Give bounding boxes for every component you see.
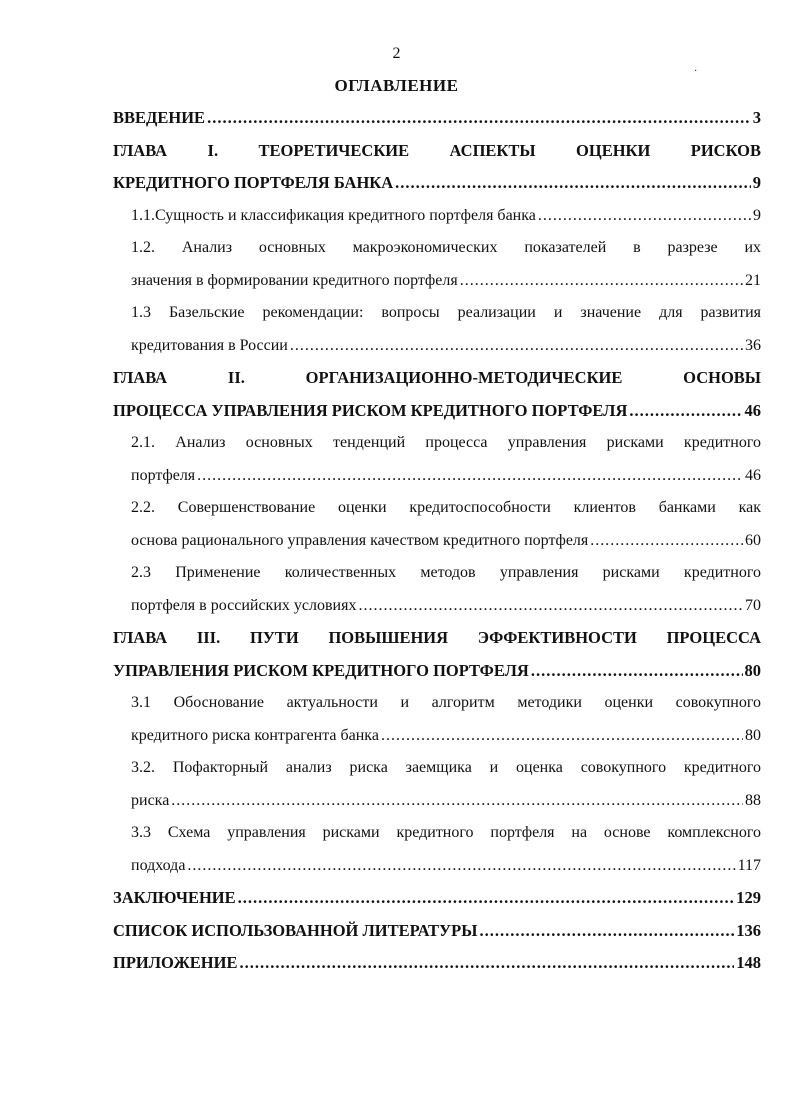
toc-entry-3-3[interactable] [113,817,761,882]
toc-entry-introduction[interactable] [113,102,761,135]
dot-leader [590,525,743,558]
table-of-contents [113,102,761,980]
toc-entry-1-1[interactable] [113,200,761,233]
dot-leader [187,850,735,883]
entry-text: портфеля [131,466,196,484]
toc-entry-1-3[interactable] [113,297,761,362]
entry-text: 1.1.Сущность и классификация кредитного портфеля банка [131,206,536,224]
entry-text: 2.2. Совершенствование оценки кредитоспособности клиентов банками как [131,499,761,516]
entry-text: 3.1 Обоснование актуальности и алгоритм методики оценки совокупного [131,694,761,711]
entry-text: ГЛАВА I. ТЕОРЕТИЧЕСКИЕ АСПЕКТЫ ОЦЕНКИ РИСКОВ [113,140,761,160]
toc-entry-1-2[interactable] [113,232,761,297]
scan-dot-mark: · [694,66,698,77]
dot-leader [629,395,742,428]
dot-leader [290,330,743,363]
entry-text: кредитования в России [131,336,288,354]
entry-page: 148 [736,953,761,972]
dot-leader [197,460,743,493]
entry-text: подхода [131,856,186,874]
entry-page: 60 [745,531,761,549]
entry-text: ГЛАВА II. ОРГАНИЗАЦИОННО-МЕТОДИЧЕСКИЕ ОСНОВЫ [113,368,761,387]
entry-page: 80 [744,660,761,680]
entry-text: 2.3 Применение количественных методов управления рисками кредитного [131,564,761,581]
toc-entry-3-2[interactable] [113,752,761,817]
entry-text: кредитного риска контрагента банка [131,726,379,744]
entry-text: СПИСОК ИСПОЛЬЗОВАННОЙ ЛИТЕРАТУРЫ [113,920,478,940]
dot-leader [460,265,743,298]
dot-leader [395,167,751,200]
entry-page: 129 [736,888,761,907]
entry-page: 36 [745,336,761,354]
entry-text: ВВЕДЕНИЕ [113,108,206,127]
toc-entry-2-3[interactable] [113,557,761,622]
toc-entry-chapter-1[interactable] [113,135,761,200]
entry-text: 2.1. Анализ основных тенденций процесса управления рисками кредитного [131,434,761,451]
entry-text: ПРИЛОЖЕНИЕ [113,953,238,972]
toc-entry-bibliography[interactable] [113,915,761,948]
entry-text: КРЕДИТНОГО ПОРТФЕЛЯ БАНКА [113,173,394,192]
entry-page: 70 [745,596,761,614]
entry-page: 21 [745,271,761,289]
toc-entry-3-1[interactable] [113,687,761,752]
entry-text: риска [131,791,170,809]
entry-text: ПРОЦЕССА УПРАВЛЕНИЯ РИСКОМ КРЕДИТНОГО ПОРТФЕЛЯ [113,400,628,420]
entry-text: 1.3 Базельские рекомендации: вопросы реализации и значение для развития [131,304,761,321]
entry-page: 46 [744,400,761,420]
entry-text: основа рационального управления качеством кредитного портфеля [131,531,589,549]
dot-leader [538,200,751,233]
toc-entry-2-1[interactable] [113,427,761,492]
dot-leader [239,947,734,980]
dot-leader [381,720,743,753]
dot-leader [207,102,751,135]
toc-title: ОГЛАВЛЕНИЕ [334,76,459,95]
entry-page: 80 [745,726,761,744]
toc-entry-2-2[interactable] [113,492,761,557]
dot-leader [238,882,735,915]
entry-page: 46 [745,466,761,484]
entry-text: ЗАКЛЮЧЕНИЕ [113,888,236,907]
entry-text: 1.2. Анализ основных макроэкономических показателей в разрезе их [131,239,761,256]
toc-entry-appendix[interactable] [113,947,761,980]
entry-text: 3.3 Схема управления рисками кредитного портфеля на основе комплексного [131,824,761,841]
dot-leader [531,655,743,688]
entry-text: ГЛАВА III. ПУТИ ПОВЫШЕНИЯ ЭФФЕКТИВНОСТИ ПРОЦЕССА [113,628,761,647]
entry-page: 117 [737,856,761,874]
entry-page: 136 [736,920,761,940]
dot-leader [171,785,743,818]
toc-entry-chapter-2[interactable] [113,362,761,427]
entry-text: УПРАВЛЕНИЯ РИСКОМ КРЕДИТНОГО ПОРТФЕЛЯ [113,660,529,680]
toc-entry-conclusion[interactable] [113,882,761,915]
toc-entry-chapter-3[interactable] [113,622,761,687]
dot-leader [479,915,734,948]
entry-page: 88 [745,791,761,809]
entry-text: значения в формировании кредитного портфеля [131,271,458,289]
entry-page: 3 [752,108,761,127]
entry-page: 9 [752,173,761,192]
page-number: 2 [392,45,401,62]
entry-text: портфеля в российских условиях [131,596,357,614]
entry-page: 9 [753,206,761,224]
entry-text: 3.2. Пофакторный анализ риска заемщика и оценка совокупного кредитного [131,759,761,776]
dot-leader [358,590,743,623]
